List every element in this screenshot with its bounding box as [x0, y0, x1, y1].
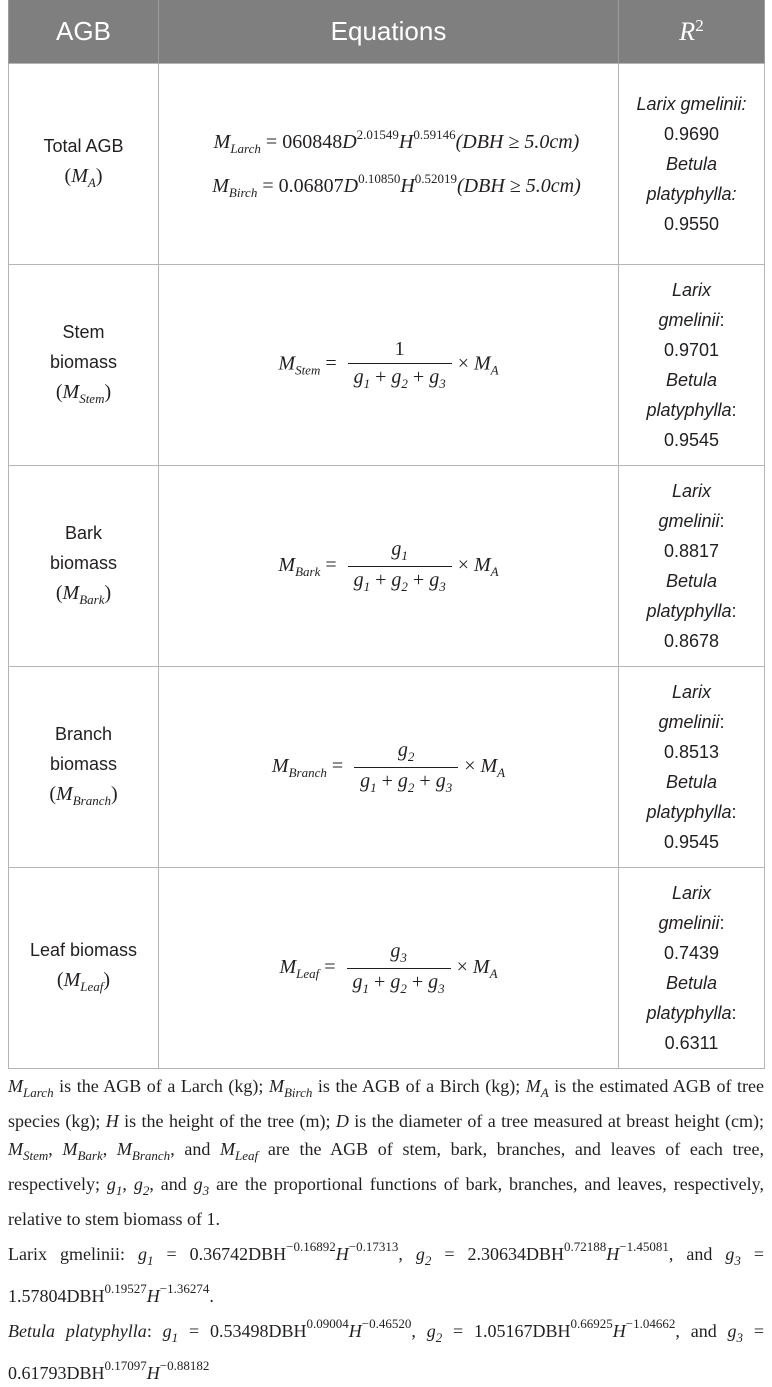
- row-label-branch: Branch biomass $(M_{Branch})$: [9, 667, 159, 868]
- table-row: [9, 868, 765, 1069]
- total-agb-equations: [159, 64, 619, 265]
- row-label-total: Total AGB $(M_A)$: [9, 64, 159, 265]
- r2-cell: Larix gmelinii: 0.9690 Betula platyphylla: 0.9550: [619, 64, 765, 265]
- stem-equation: $M_{Stem}$ = $\frac{1}{g_1 + g_2 + g_3}$ × $M_A$: [159, 265, 619, 466]
- header-r2: $R^2$: [619, 0, 765, 64]
- table-footnotes: [8, 1072, 764, 1387]
- row-label-stem: Stem biomass $(M_{Stem})$: [9, 265, 159, 466]
- table-row: [9, 667, 765, 868]
- header-equations: Equations: [159, 0, 619, 64]
- footnote-larix: Larix gmelinii: $g_1 = 0.36742DBH^{-0.16892}H^{-0.17313}$, $g_2 = 2.30634DBH^{0.72188}H^{-1.45081}$, and $g_3 = 1.57804DBH^{0.19527}H^{-1.36274}$.: [8, 1239, 765, 1306]
- table-row: [9, 265, 765, 466]
- r2-cell: Larix gmelinii: 0.7439 Betula platyphylla: 0.6311: [619, 868, 765, 1069]
- table-row: [9, 466, 765, 667]
- footnote-definitions: $M_{Larch}$ is the AGB of a Larch (kg); $M_{Birch}$ is the AGB of a Birch (kg); $M_A$ is the estimated AGB of tree species (kg); H is the height of the tree (m); D is the diameter of a tree measured at breast height (cm); $M_{Stem}$, $M_{Bark}$, $M_{Branch}$, and $M_{Leaf}$ are the AGB of stem, bark, branches, and leaves of each tree, respectively; $g_1$, $g_2$, and $g_3$ are the proportional functions of bark, branches, and leaves, respectively, relative to stem biomass of 1.: [8, 1076, 765, 1229]
- r2-cell: Larix gmelinii: 0.9701 Betula platyphylla: 0.9545: [619, 265, 765, 466]
- row-label-bark: Bark biomass $(M_{Bark})$: [9, 466, 159, 667]
- row-label-leaf: Leaf biomass $(M_{Leaf})$: [9, 868, 159, 1069]
- r2-cell: Larix gmelinii: 0.8817 Betula platyphylla: 0.8678: [619, 466, 765, 667]
- branch-equation: $M_{Branch}$ = $\frac{g_2}{g_1 + g_2 + g_3}$ × $M_A$: [159, 667, 619, 868]
- bark-equation: $M_{Bark}$ = $\frac{g_1}{g_1 + g_2 + g_3}$ × $M_A$: [159, 466, 619, 667]
- table-header-row: [9, 0, 765, 64]
- birch-equation: $M_{Birch} = 0.06807D^{0.10850}H^{0.52019}(DBH \ge 5.0cm)$: [212, 171, 581, 200]
- table-row: [9, 64, 765, 265]
- agb-equations-table: [8, 0, 765, 1069]
- r2-cell: Larix gmelinii: 0.8513 Betula platyphylla: 0.9545: [619, 667, 765, 868]
- larch-equation: $M_{Larch} = 060848D^{2.01549}H^{0.59146}(DBH \ge 5.0cm)$: [213, 127, 580, 156]
- header-agb: AGB: [9, 0, 159, 64]
- leaf-equation: $M_{Leaf}$ = $\frac{g_3}{g_1 + g_2 + g_3}$ × $M_A$: [159, 868, 619, 1069]
- footnote-betula: Betula platyphylla: $g_1 = 0.53498DBH^{0.09004}H^{-0.46520}$, $g_2 = 1.05167DBH^{0.66925}H^{-1.04662}$, and $g_3 = 0.61793DBH^{0.17097}H^{-0.88182}$: [8, 1316, 765, 1383]
